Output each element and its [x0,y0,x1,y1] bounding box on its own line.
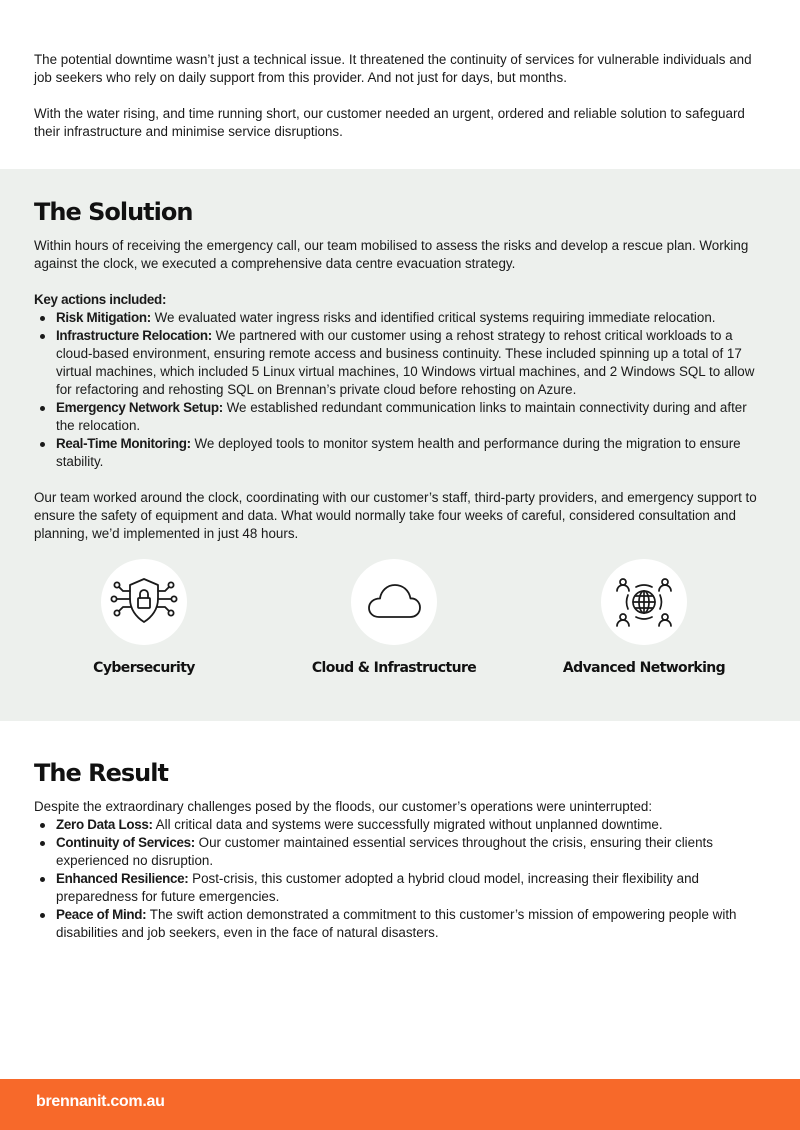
service-label: Advanced Networking [562,660,726,676]
solution-closing: Our team worked around the clock, coordinating with our customer’s staff, third-party providers, and emergency support to ensure the safety of equipment and data. What would normally take four weeks of careful, considered consultation and planning, we’d implemented in just 48 hours. [34,490,757,541]
service-label: Cloud & Infrastructure [311,660,477,676]
service-label: Cybersecurity [93,660,195,676]
list-item-text: Post-crisis, this customer adopted a hybrid cloud model, increasing their flexibility and preparedness for future emergencies. [56,871,699,904]
list-item-label: Enhanced Resilience: [56,871,189,886]
solution-title: The Solution [34,198,193,226]
list-item-text: We evaluated water ingress risks and identified critical systems requiring immediate relocation. [150,310,716,325]
list-item-text: We deployed tools to monitor system health and performance during the migration to ensure stability. [56,436,741,469]
services-row [0,559,800,679]
list-item [34,309,764,327]
list-item [34,816,764,834]
footer-url-link[interactable]: brennanit.com.au [36,1093,165,1110]
result-title: The Result [34,759,168,787]
list-item-label: Emergency Network Setup: [56,400,223,415]
solution-intro: Within hours of receiving the emergency call, our team mobilised to assess the risks and develop a rescue plan. Working against the clock, we executed a comprehensive data centre evacuation strategy. [34,238,749,271]
result-intro: Despite the extraordinary challenges posed by the floods, our customer’s operations were uninterrupted: [34,799,653,814]
list-item-text: We partnered with our customer using a rehost strategy to rehost critical workloads to a cloud-based environment, ensuring remote access and business continuity. These included spinning up a total of 17 virtual machines, which included 5 Linux virtual machines, 10 Windows virtual machines, and 2 Windows SQL to allow for refactoring and rehosting SQL on Brennan’s private cloud before rehosting on Azure. [56,328,755,397]
list-item [34,327,764,399]
list-item [34,399,764,435]
list-item-text: All critical data and systems were successfully migrated without unplanned downtime. [152,817,663,832]
list-item [34,435,764,471]
key-actions-list [34,309,764,471]
intro-paragraph-2: With the water rising, and time running short, our customer needed an urgent, ordered and reliable solution to safeguard their infrastructure and minimise service disruptions. [34,106,745,139]
list-item-label: Risk Mitigation: [56,310,151,325]
list-item-label: Zero Data Loss: [56,817,153,832]
footer-bar [0,1079,800,1130]
list-item [34,870,764,906]
service-icon-circle [101,559,187,645]
intro-paragraph-1: The potential downtime wasn’t just a technical issue. It threatened the continuity of services for vulnerable individuals and job seekers who rely on daily support from this provider. And not just for days, but months. [34,52,752,85]
list-item-label: Infrastructure Relocation: [56,328,212,343]
service-icon-circle [351,559,437,645]
list-item [34,906,764,942]
list-item-label: Continuity of Services: [56,835,195,850]
service-cybersecurity [34,559,254,676]
service-cloud-infrastructure [284,559,504,676]
intro-section [34,51,764,159]
list-item-text: We established redundant communication links to maintain connectivity during and after the relocation. [56,400,747,433]
solution-section [0,169,800,721]
globe-network-icon [614,573,674,631]
service-advanced-networking [534,559,754,676]
service-icon-circle [601,559,687,645]
list-item-label: Peace of Mind: [56,907,147,922]
list-item-label: Real-Time Monitoring: [56,436,191,451]
result-section [34,758,764,942]
list-item-text: Our customer maintained essential services throughout the crisis, ensuring their clients experienced no disruption. [56,835,713,868]
list-item-text: The swift action demonstrated a commitment to this customer’s mission of empowering people with disabilities and job seekers, even in the face of natural disasters. [56,907,737,940]
outcomes-list [34,816,764,942]
key-actions-heading: Key actions included: [34,292,167,307]
shield-lock-icon [108,574,180,630]
cloud-icon [363,579,425,625]
list-item [34,834,764,870]
